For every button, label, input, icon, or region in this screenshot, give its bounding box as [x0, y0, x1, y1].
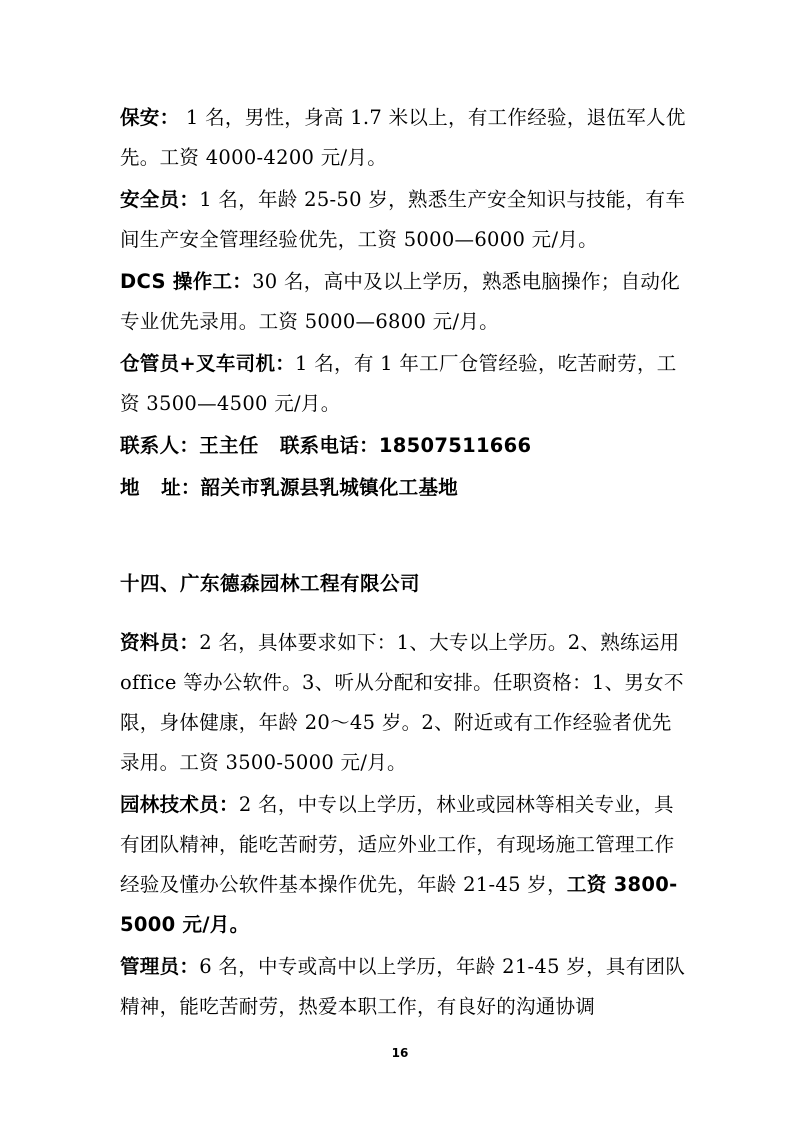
job-description: 2 名，具体要求如下：1、大专以上学历。2、熟练运用 office 等办公软件。3、听从分配和安排。任职资格：1、男女不限，身体健康，年龄 20～45 岁。2、附近或有工作经验者优先录用。工资 3500-5000 元/月。	[120, 631, 684, 774]
job-entry-safety-officer	[120, 180, 690, 260]
job-entry-warehouse-forklift	[120, 344, 690, 424]
salary-text: 工资 3800-5000 元/月。	[120, 873, 678, 936]
job-entry-administrator	[120, 947, 690, 1027]
job-description: 30 名，高中及以上学历，熟悉电脑操作；自动化专业优先录用。工资 5000—6800 元/月。	[120, 270, 681, 333]
job-description: 2 名，中专以上学历，林业或园林等相关专业，具有团队精神，能吃苦耐劳，适应外业工作，有现场施工管理工作经验及懂办公软件基本操作优先，年龄 21-45 岁，	[120, 793, 675, 896]
job-title: 保安：	[120, 106, 180, 129]
job-description: 1 名，男性，身高 1.7 米以上，有工作经验，退伍军人优先。工资 4000-4200 元/月。	[120, 106, 686, 169]
contact-line: 联系人：王主任 联系电话：18507511666	[120, 434, 532, 457]
job-entry-dcs-operator	[120, 262, 690, 342]
job-title: DCS 操作工：	[120, 270, 253, 293]
job-description: 1 名，有 1 年工厂仓管经验，吃苦耐劳，工资 3500—4500 元/月。	[120, 352, 677, 415]
job-title: 仓管员+叉车司机：	[120, 352, 296, 375]
job-description: 1 名，年龄 25-50 岁，熟悉生产安全知识与技能，有车间生产安全管理经验优先，工资 5000—6000 元/月。	[120, 188, 686, 251]
company-heading: 十四、广东德森园林工程有限公司	[120, 571, 421, 595]
address-line: 地 址：韶关市乳源县乳城镇化工基地	[120, 476, 459, 499]
job-title: 安全员：	[120, 188, 200, 211]
job-entry-security-guard	[120, 98, 690, 178]
section-spacer	[120, 510, 690, 544]
job-title: 管理员：	[120, 955, 200, 978]
document-page	[120, 98, 690, 1029]
job-entry-data-clerk	[120, 623, 690, 783]
job-title: 园林技术员：	[120, 793, 239, 816]
job-title: 资料员：	[120, 631, 200, 654]
page-number: 16	[391, 1046, 409, 1060]
job-description: 6 名，中专或高中以上学历，年龄 21-45 岁，具有团队精神，能吃苦耐劳，热爱本职工作，有良好的沟通协调	[120, 955, 686, 1018]
job-entry-landscape-technician	[120, 785, 690, 945]
